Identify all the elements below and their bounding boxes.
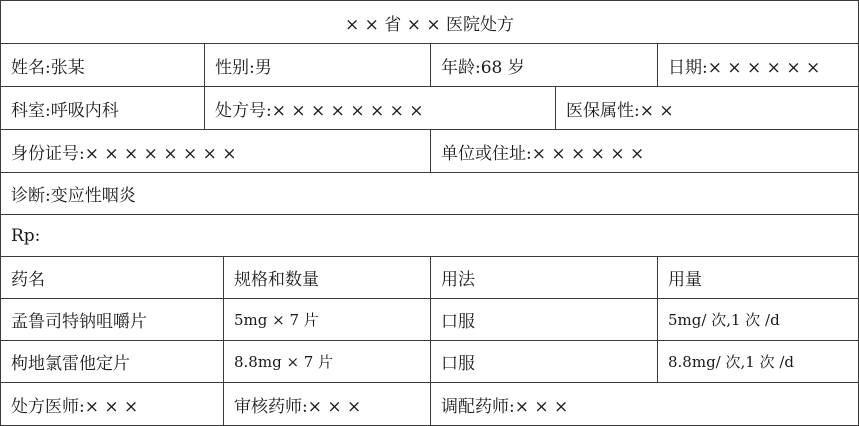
diagnosis: 诊断:变应性咽炎 bbox=[11, 186, 136, 206]
drug-name: 枸地氯雷他定片 bbox=[11, 354, 130, 374]
rp-row bbox=[1, 215, 858, 257]
drug-usage: 口服 bbox=[430, 299, 657, 340]
header-usage: 用法 bbox=[430, 257, 657, 298]
diagnosis-row bbox=[1, 173, 858, 215]
patient-row bbox=[1, 44, 858, 87]
drug-table-header bbox=[1, 257, 858, 299]
address: 单位或住址:× × × × × × bbox=[430, 130, 858, 172]
drug-usage: 口服 bbox=[430, 341, 657, 382]
drug-spec: 8.8mg × 7 片 bbox=[223, 341, 430, 382]
id-number: 身份证号:× × × × × × × × bbox=[11, 143, 237, 164]
prescriber-signature: 处方医师:× × × bbox=[11, 396, 139, 417]
reviewer-signature: 审核药师:× × × bbox=[223, 383, 430, 425]
header-drug-name: 药名 bbox=[11, 270, 45, 290]
table-row bbox=[1, 299, 858, 341]
drug-dosage: 5mg/ 次,1 次 /d bbox=[657, 299, 858, 340]
patient-gender: 性别:男 bbox=[204, 44, 430, 86]
signature-row bbox=[1, 383, 858, 425]
patient-age: 年龄:68 岁 bbox=[430, 44, 657, 86]
table-row bbox=[1, 341, 858, 383]
patient-name: 姓名:张某 bbox=[11, 57, 85, 78]
drug-name: 孟鲁司特钠咀嚼片 bbox=[11, 312, 147, 332]
header-dosage: 用量 bbox=[657, 257, 858, 298]
id-row bbox=[1, 130, 858, 173]
drug-spec: 5mg × 7 片 bbox=[223, 299, 430, 340]
department-row bbox=[1, 87, 858, 130]
drug-dosage: 8.8mg/ 次,1 次 /d bbox=[657, 341, 858, 382]
prescription-number: 处方号:× × × × × × × × bbox=[204, 87, 555, 129]
department: 科室:呼吸内科 bbox=[11, 100, 119, 121]
prescription-date: 日期:× × × × × × bbox=[657, 44, 858, 86]
rp-label: Rp: bbox=[11, 225, 41, 246]
insurance-type: 医保属性:× × bbox=[555, 87, 858, 129]
dispenser-signature: 调配药师:× × × bbox=[430, 383, 858, 425]
header-spec-quantity: 规格和数量 bbox=[223, 257, 430, 298]
title-row bbox=[1, 1, 858, 44]
prescription-title: × × 省 × × 医院处方 bbox=[345, 14, 514, 35]
